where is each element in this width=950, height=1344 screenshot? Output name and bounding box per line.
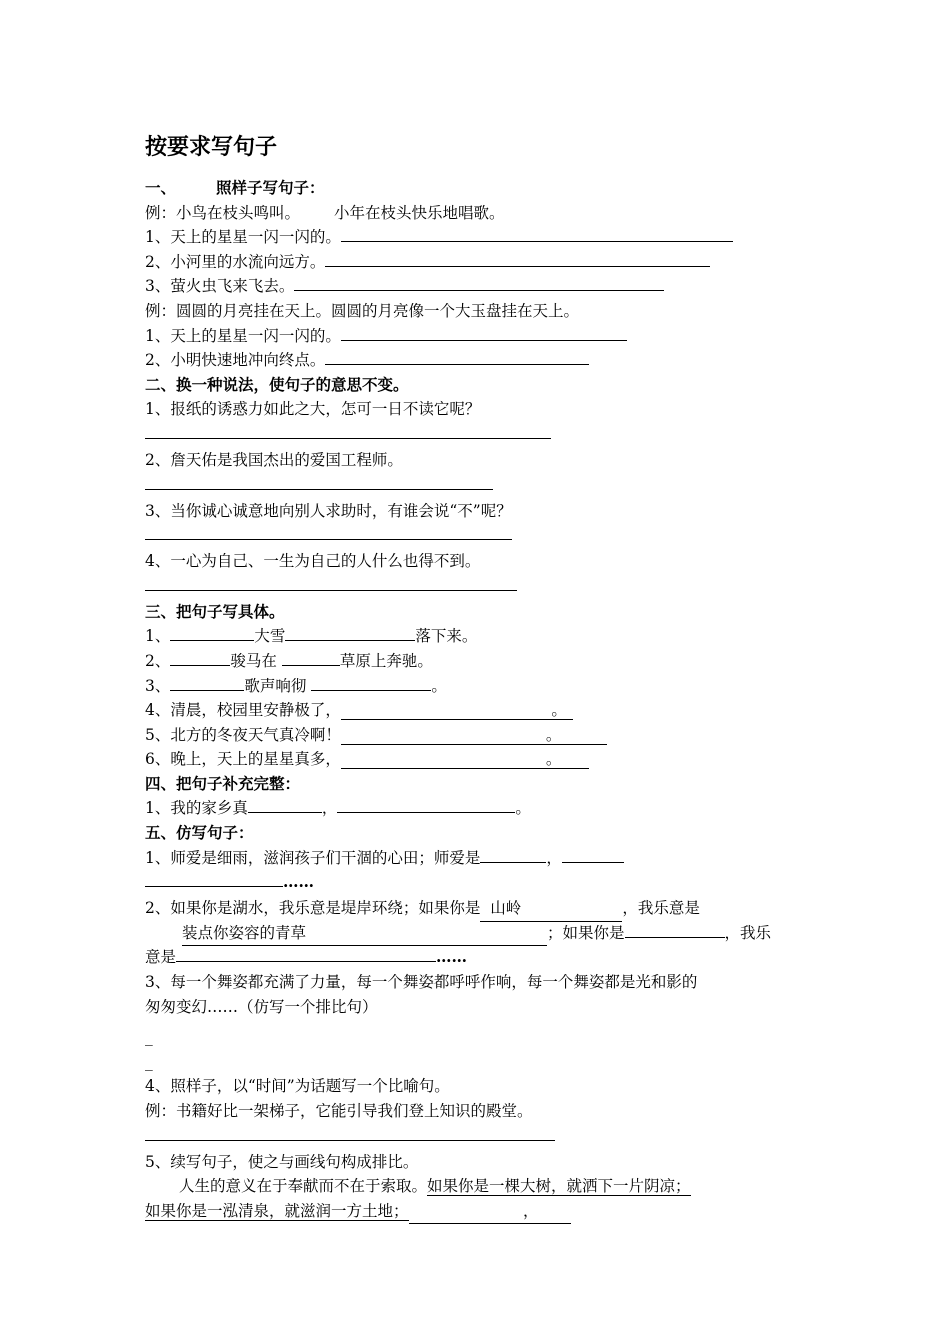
answer-filled[interactable]: 装点你姿容的青草 xyxy=(182,921,547,947)
answer-blank[interactable]: 。 xyxy=(341,701,573,720)
underlined-sentence: 如果你是一棵大树，就洒下一片阴凉； xyxy=(427,1177,691,1196)
answer-blank[interactable] xyxy=(325,250,710,267)
answer-blank[interactable] xyxy=(341,225,733,242)
answer-blank[interactable] xyxy=(145,574,517,591)
section-3-heading: 三、把句子写具体。 xyxy=(145,601,285,621)
s4-question-1: 1、我的家乡真 ， 。 xyxy=(145,796,825,821)
s5-question-3-line1: 3、每一个舞姿都充满了力量，每一个舞姿都呼呼作响，每一个舞姿都是光和影的 xyxy=(145,973,698,992)
answer-blank[interactable] xyxy=(145,1124,555,1141)
answer-blank[interactable] xyxy=(282,649,340,666)
answer-blank[interactable] xyxy=(176,945,436,962)
answer-blank[interactable] xyxy=(145,870,283,887)
answer-blank[interactable] xyxy=(145,422,551,439)
s5-question-4: 4、照样子，以“时间”为话题写一个比喻句。 xyxy=(145,1077,450,1096)
s5-question-2-line2: 装点你姿容的青草 ；如果你是 ，我乐 xyxy=(145,921,825,946)
answer-blank[interactable] xyxy=(285,624,415,641)
s1-question-3: 3、萤火虫飞来飞去。 xyxy=(145,274,825,299)
s3-question-2: 2、 骏马在 草原上奔驰。 xyxy=(145,649,825,674)
s2-question-2: 2、詹天佑是我国杰出的爱国工程师。 xyxy=(145,450,403,469)
answer-blank[interactable]: ， xyxy=(409,1199,571,1225)
s1-question-2: 2、小河里的水流向远方。 xyxy=(145,250,825,275)
answer-blank[interactable] xyxy=(294,274,664,291)
answer-blank[interactable] xyxy=(625,921,725,938)
answer-blank[interactable] xyxy=(341,324,627,341)
example-2: 例：圆圆的月亮挂在天上。圆圆的月亮像一个大玉盘挂在天上。 xyxy=(145,301,580,320)
answer-blank[interactable] xyxy=(311,674,431,691)
underlined-sentence: 如果你是一泓清泉，就滋润一方土地； xyxy=(145,1201,409,1220)
section-5-heading: 五、仿写句子： xyxy=(145,823,254,843)
answer-blank[interactable] xyxy=(337,796,515,813)
s3-question-6: 6、晚上，天上的星星真多， 。 xyxy=(145,747,825,772)
s5-question-2: 2、如果你是湖水，我乐意是堤岸环绕；如果你是 山岭 ，我乐意是 xyxy=(145,896,825,921)
s3-question-5: 5、北方的冬夜天气真冷啊！ 。 xyxy=(145,723,825,748)
s5-question-3-line2: 匆匆变幻……（仿写一个排比句） xyxy=(145,997,378,1016)
answer-blank[interactable] xyxy=(145,473,493,490)
section-1-number: 一、 xyxy=(145,178,177,197)
section-1-heading xyxy=(145,176,825,201)
answer-blank[interactable] xyxy=(325,348,589,365)
answer-blank[interactable]: 。 xyxy=(341,726,607,745)
answer-blank[interactable]: 。 xyxy=(341,750,589,769)
section-1-title: 照样子写句子： xyxy=(216,178,325,197)
s5-question-5-line2 xyxy=(145,1199,825,1224)
s5-question-2-line3: 意是 …… xyxy=(145,947,468,967)
answer-filled[interactable]: 山岭 xyxy=(480,896,622,922)
answer-blank[interactable] xyxy=(248,796,322,813)
s1-question-1: 1、天上的星星一闪一闪的。 xyxy=(145,225,825,250)
s3-question-1: 1、 大雪 落下来。 xyxy=(145,624,825,649)
s5-question-4-example: 例：书籍好比一架梯子，它能引导我们登上知识的殿堂。 xyxy=(145,1102,533,1120)
answer-blank[interactable] xyxy=(480,846,546,863)
s2-question-4: 4、一心为自己、一生为自己的人什么也得不到。 xyxy=(145,552,481,571)
section-4-heading: 四、把句子补充完整： xyxy=(145,773,301,793)
answer-blank[interactable] xyxy=(170,624,254,641)
s1-question-5: 2、小明快速地冲向终点。 xyxy=(145,348,825,373)
section-2-heading: 二、换一种说法，使句子的意思不变。 xyxy=(145,374,409,394)
s3-question-3: 3、 歌声响彻 。 xyxy=(145,674,825,699)
s5-question-5-text: 人生的意义在于奉献而不在于索取。如果你是一棵大树，就洒下一片阴凉； xyxy=(179,1177,691,1196)
s3-question-4: 4、清晨，校园里安静极了， 。 xyxy=(145,698,825,723)
s1-question-4: 1、天上的星星一闪一闪的。 xyxy=(145,324,825,349)
s5-question-1-cont: …… xyxy=(145,870,825,896)
answer-blank[interactable] xyxy=(562,846,624,863)
answer-blank[interactable] xyxy=(170,649,230,666)
s5-question-5: 5、续写句子，使之与画线句构成排比。 xyxy=(145,1152,419,1171)
s5-blank-line[interactable]: _ xyxy=(145,1052,153,1071)
s5-blank-line[interactable]: _ xyxy=(145,1028,153,1047)
s2-question-3: 3、当你诚心诚意地向别人求助时，有谁会说“不”呢？ xyxy=(145,501,512,520)
example-1: 例：小鸟在枝头鸣叫。 小年在枝头快乐地唱歌。 xyxy=(145,203,505,222)
s2-question-1: 1、报纸的诱惑力如此之大，怎可一日不读它呢？ xyxy=(145,400,481,419)
page-title: 按要求写句子 xyxy=(145,134,278,160)
answer-blank[interactable] xyxy=(145,523,512,540)
answer-blank[interactable] xyxy=(170,674,244,691)
worksheet xyxy=(145,130,825,1223)
s5-question-1: 1、师爱是细雨，滋润孩子们干涸的心田；师爱是 ， xyxy=(145,846,825,871)
